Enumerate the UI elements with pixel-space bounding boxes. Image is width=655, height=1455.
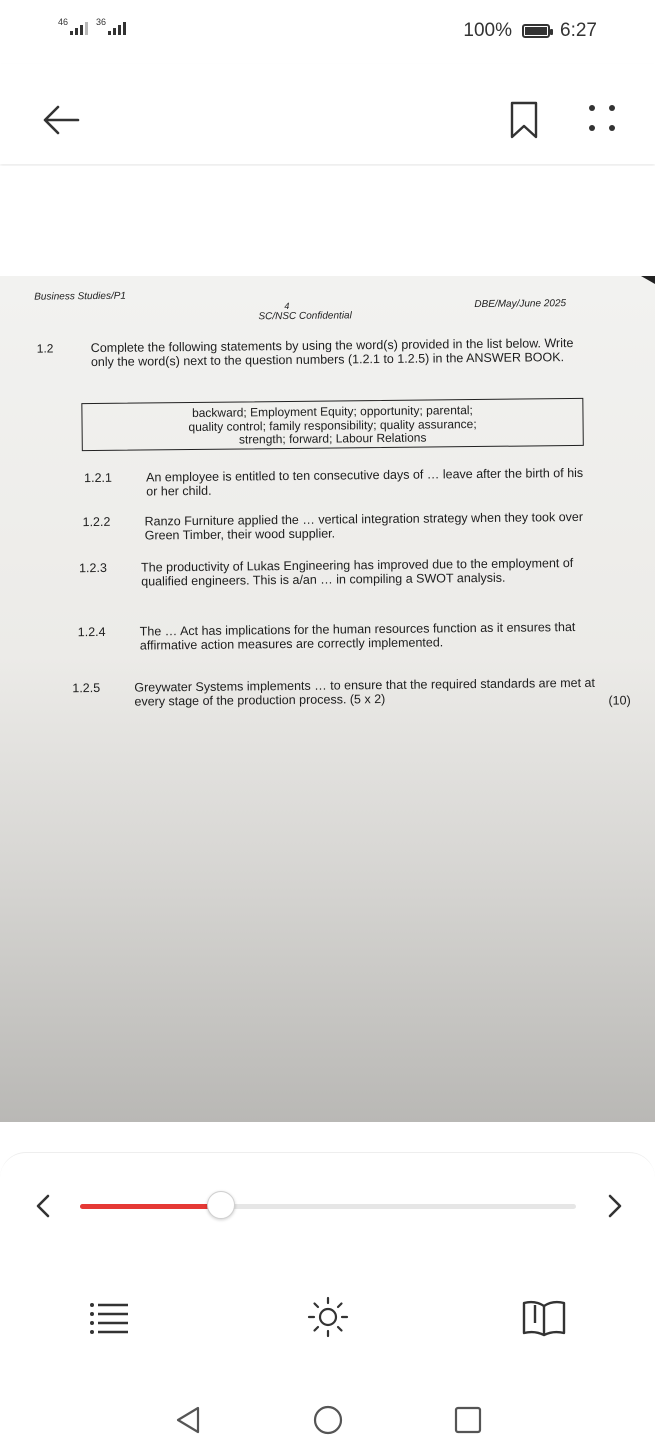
bookmark-button[interactable] [506, 100, 542, 140]
more-options-button[interactable] [582, 98, 622, 138]
item-number: 1.2.4 [77, 624, 106, 640]
item-number: 1.2.3 [78, 560, 107, 576]
sun-icon [304, 1293, 352, 1341]
header-exam-session: DBE/May/June 2025 [474, 298, 567, 311]
bookmark-icon [506, 100, 542, 140]
previous-page-button[interactable] [28, 1186, 58, 1226]
network-type-label: 46 [58, 17, 69, 27]
progress-fill [80, 1204, 221, 1209]
page-progress-slider[interactable] [80, 1204, 576, 1209]
slider-thumb[interactable] [207, 1191, 235, 1219]
back-button[interactable] [40, 98, 84, 142]
question-number: 1.2 [36, 341, 54, 356]
battery-percent: 100% [463, 20, 513, 41]
header-subject: Business Studies/P1 [34, 290, 126, 303]
book-icon [520, 1293, 568, 1341]
item-text: The … Act has implications for the human resources function as it ensures that affirmative action measures are correctly implemented. [139, 619, 576, 653]
status-bar [0, 0, 655, 64]
system-nav-bar [0, 1390, 655, 1454]
contents-button[interactable] [86, 1293, 134, 1341]
triangle-back-icon [170, 1402, 206, 1438]
item-text: An employee is entitled to ten consecutive days of … leave after the birth of his or her child. [146, 465, 584, 499]
document-page [0, 276, 655, 1122]
chevron-left-icon [28, 1186, 58, 1226]
next-page-button[interactable] [600, 1186, 630, 1226]
list-icon [86, 1293, 134, 1341]
battery-icon [522, 24, 550, 38]
item-text: Ranzo Furniture applied the … vertical integration strategy when they took over Green Timber, their wood supplier. [144, 509, 584, 543]
item-text: Greywater Systems implements … to ensure that the required standards are met at every stage of the production process. (5 x 2) [134, 675, 595, 709]
document-viewer[interactable] [0, 166, 655, 1140]
word-list-line: quality control; family responsibility; quality assurance; [188, 416, 477, 434]
clock: 6:27 [560, 20, 597, 41]
word-list-line: backward; Employment Equity; opportunity; parental; [191, 403, 473, 420]
item-text: The productivity of Lukas Engineering has improved due to the employment of qualified engineers. This is a/an … in compiling a SWOT analysis. [140, 556, 574, 589]
word-list-line: strength; forward; Labour Relations [238, 430, 427, 447]
signal-strength-icon [58, 17, 88, 35]
question-marks: (10) [608, 693, 631, 708]
page-number: 4 [284, 300, 290, 312]
document-content [0, 276, 655, 1122]
brightness-button[interactable] [304, 1293, 352, 1341]
square-recents-icon [450, 1402, 486, 1438]
reading-mode-button[interactable] [520, 1293, 568, 1341]
more-dots-icon [582, 98, 622, 138]
item-number: 1.2.2 [82, 514, 111, 530]
nav-home-button[interactable] [310, 1402, 346, 1438]
question-instructions: Complete the following statements by using the word(s) provided in the list below. Write only the word(s) next to the question numbers (1.2.1 to 1.2.5) in the ANSWER BOOK. [90, 335, 574, 370]
app-bar [0, 64, 655, 164]
signal-strength-icon-2 [96, 17, 126, 35]
item-number: 1.2.5 [72, 680, 101, 696]
nav-back-button[interactable] [170, 1402, 206, 1438]
nav-recents-button[interactable] [450, 1402, 486, 1438]
header-confidential: SC/NSC Confidential [258, 310, 352, 323]
word-list-box [81, 398, 583, 451]
status-right [463, 20, 597, 42]
item-number: 1.2.1 [84, 470, 113, 486]
back-arrow-icon [40, 98, 84, 142]
network-type-label-2: 36 [96, 17, 107, 27]
circle-home-icon [310, 1402, 346, 1438]
chevron-right-icon [600, 1186, 630, 1226]
